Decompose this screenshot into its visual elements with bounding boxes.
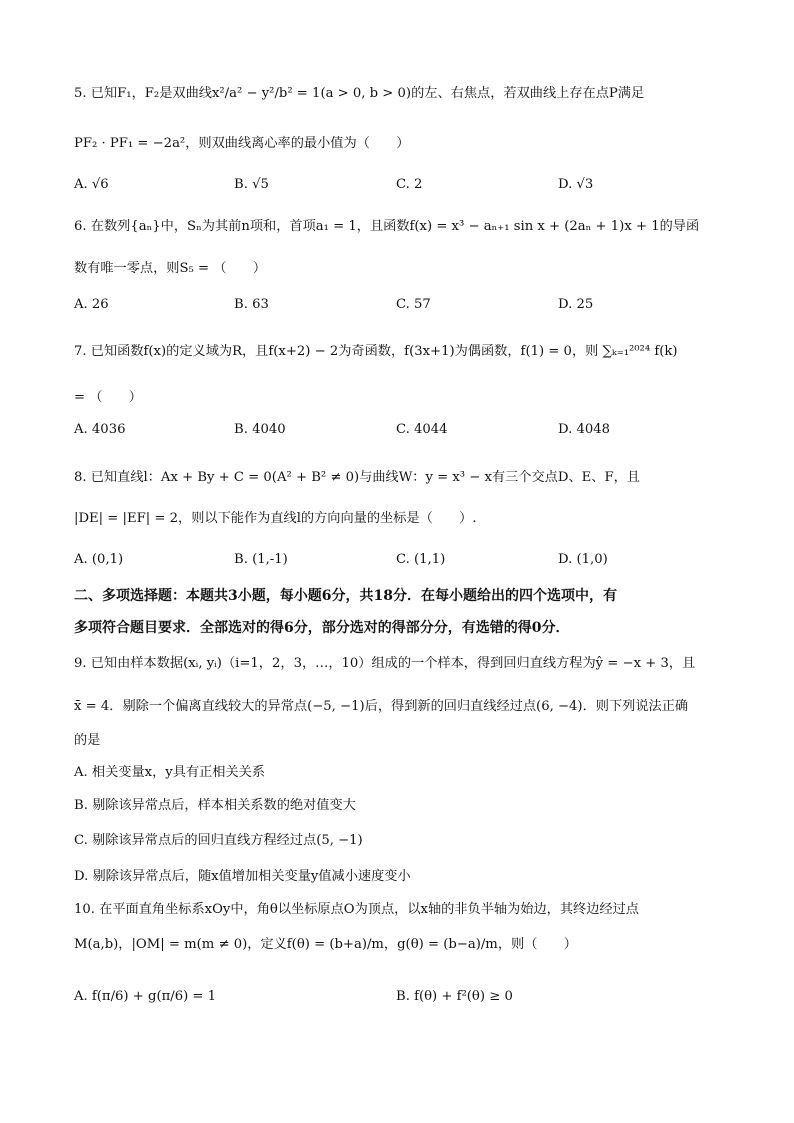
q10-option-b: B. f(θ) + f²(θ) ≥ 0 bbox=[396, 989, 513, 1004]
question-7-ask: = （ ） bbox=[74, 390, 142, 405]
q10-option-a: A. f(π/6) + g(π/6) = 1 bbox=[74, 989, 217, 1004]
q8-option-a: A. (0,1) bbox=[74, 552, 124, 567]
q6-option-d: D. 25 bbox=[558, 297, 594, 312]
q9-option-a: A. 相关变量x，y具有正相关关系 bbox=[74, 765, 266, 780]
q6-option-b: B. 63 bbox=[234, 297, 269, 312]
q9-option-b: B. 剔除该异常点后，样本相关系数的绝对值变大 bbox=[74, 798, 356, 813]
q5-option-a: A. √6 bbox=[74, 177, 109, 192]
section-2-instructions: 多项符合题目要求．全部选对的得6分，部分选对的得部分分，有选错的得0分． bbox=[74, 620, 570, 636]
section-2-heading: 二、多项选择题：本题共3小题，每小题6分，共18分．在每小题给出的四个选项中，有 bbox=[74, 588, 617, 604]
question-9-stem: 9. 已知由样本数据(xᵢ, yᵢ)（i=1，2，3，…，10）组成的一个样本，得到回归直线方程为ŷ = −x + 3，且 bbox=[74, 656, 696, 671]
question-8-stem: 8. 已知直线l：Ax + By + C = 0(A² + B² ≠ 0)与曲线W：y = x³ − x有三个交点D、E、F，且 bbox=[74, 470, 640, 485]
question-6-ask: 数有唯一零点，则S₅ = （ ） bbox=[74, 261, 267, 276]
q9-option-c: C. 剔除该异常点后的回归直线方程经过点(5, −1) bbox=[74, 833, 363, 848]
q6-option-a: A. 26 bbox=[74, 297, 109, 312]
q7-option-c: C. 4044 bbox=[396, 422, 448, 437]
question-5-condition: PF₂ · PF₁ = −2a²，则双曲线离心率的最小值为（ ） bbox=[74, 136, 410, 151]
q5-option-c: C. 2 bbox=[396, 177, 423, 192]
question-9-condition: x̄ = 4．剔除一个偏离直线较大的异常点(−5, −1)后，得到新的回归直线经过点(6, −4)．则下列说法正确 bbox=[74, 699, 689, 714]
question-6-stem: 6. 在数列{aₙ}中，Sₙ为其前n项和，首项a₁ = 1，且函数f(x) = x³ − aₙ₊₁ sin x + (2aₙ + 1)x + 1的导函 bbox=[74, 219, 700, 234]
question-10-stem: 10. 在平面直角坐标系xOy中，角θ以坐标原点O为顶点，以x轴的非负半轴为始边，其终边经过点 bbox=[74, 902, 639, 917]
q6-option-c: C. 57 bbox=[396, 297, 431, 312]
question-5-stem: 5. 已知F₁，F₂是双曲线x²/a² − y²/b² = 1(a > 0, b > 0)的左、右焦点，若双曲线上存在点P满足 bbox=[74, 86, 645, 101]
q5-option-d: D. √3 bbox=[558, 177, 594, 192]
q7-option-b: B. 4040 bbox=[234, 422, 286, 437]
q8-option-b: B. (1,-1) bbox=[234, 552, 288, 567]
question-10-definition: M(a,b)，|OM| = m(m ≠ 0)，定义f(θ) = (b+a)/m，g(θ) = (b−a)/m，则（ ） bbox=[74, 937, 577, 952]
question-9-ask: 的是 bbox=[74, 733, 101, 748]
q9-option-d: D. 剔除该异常点后，随x值增加相关变量y值减小速度变小 bbox=[74, 869, 411, 884]
q8-option-c: C. (1,1) bbox=[396, 552, 446, 567]
q7-option-d: D. 4048 bbox=[558, 422, 611, 437]
q8-option-d: D. (1,0) bbox=[558, 552, 608, 567]
q5-option-b: B. √5 bbox=[234, 177, 269, 192]
q7-option-a: A. 4036 bbox=[74, 422, 126, 437]
question-8-ask: |DE| = |EF| = 2，则以下能作为直线l的方向向量的坐标是（ ）. bbox=[74, 511, 477, 526]
question-7-stem: 7. 已知函数f(x)的定义域为R，且f(x+2) − 2为奇函数，f(3x+1)为偶函数，f(1) = 0，则 ∑ₖ₌₁²⁰²⁴ f(k) bbox=[74, 344, 678, 359]
